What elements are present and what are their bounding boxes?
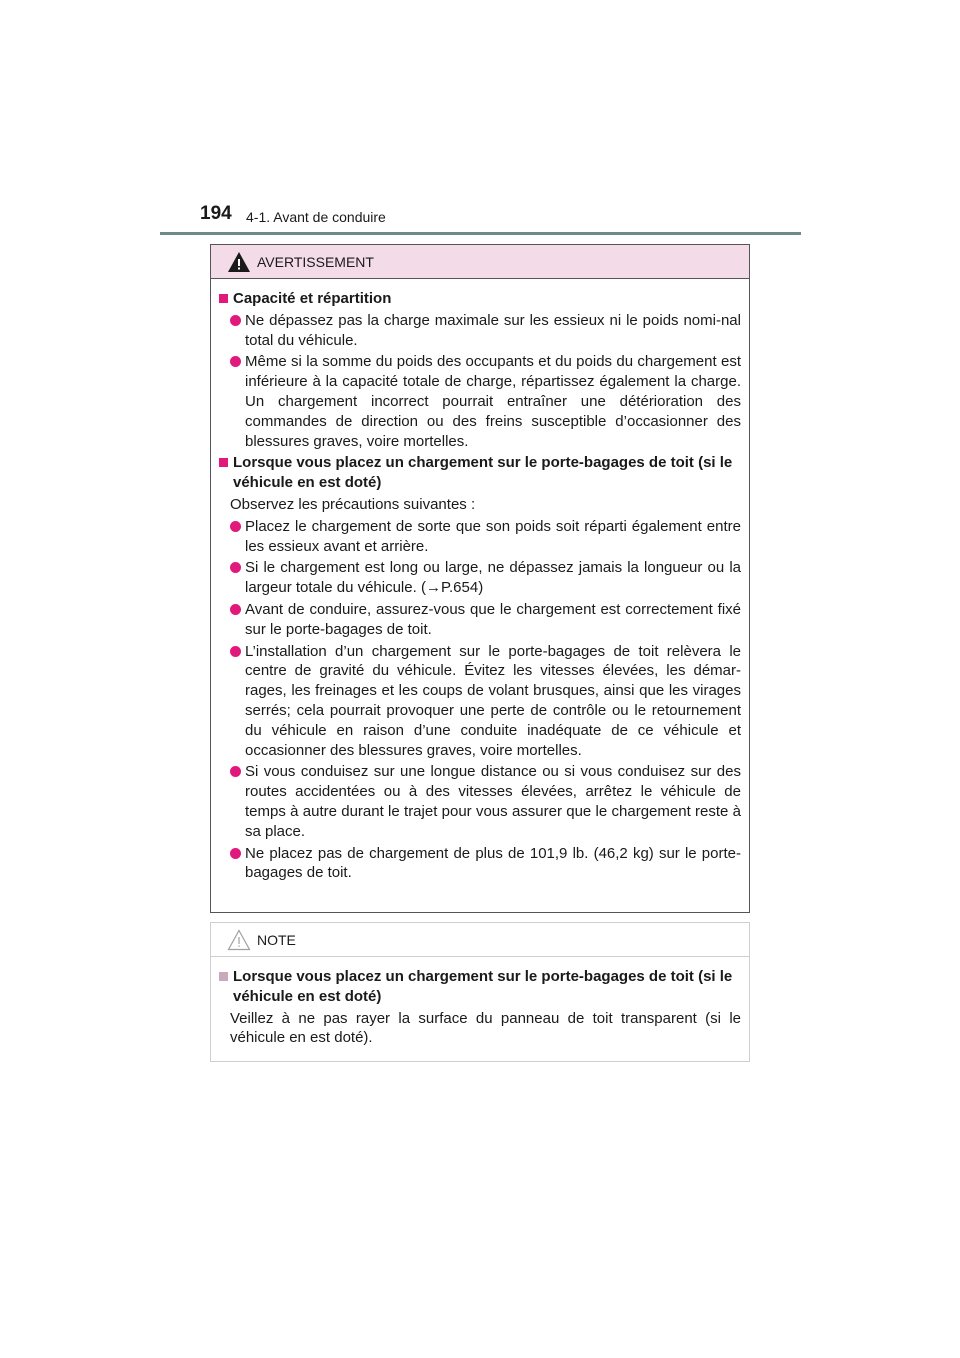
- round-bullet-icon: [230, 562, 241, 573]
- list-item: Avant de conduire, assurez-vous que le chargement est correctement fixé sur le porte-bagages de toit.: [219, 600, 741, 640]
- section-heading: Lorsque vous placez un chargement sur le porte-bagages de toit (si le véhicule en est doté): [219, 453, 741, 493]
- note-title: NOTE: [257, 931, 296, 948]
- section-heading: Capacité et répartition: [219, 289, 741, 309]
- header-rule: [160, 232, 801, 235]
- round-bullet-icon: [230, 766, 241, 777]
- warning-header: [211, 245, 749, 279]
- list-item: Même si la somme du poids des occupants et du poids du chargement est inférieure à la capacité totale de charge, répartissez également la charge. Un chargement incorrect pourrait entraîner une détérioration des commandes de direction ou des freins susceptible d’occasionner des blessures graves, voire mortelles.: [219, 352, 741, 451]
- round-bullet-icon: [230, 356, 241, 367]
- intro-text: Observez les précautions suivantes :: [230, 495, 476, 513]
- list-item: Si vous conduisez sur une longue distance ou si vous conduisez sur des routes accidentées ou à des vitesses élevées, arrêtez le véhicule de temps à autre durant le trajet pour vous assurer que le chargement reste à sa place.: [219, 762, 741, 841]
- square-bullet-icon: [219, 458, 228, 467]
- note-heading: Lorsque vous placez un chargement sur le porte-bagages de toit (si le véhicule en est doté): [219, 967, 741, 1007]
- round-bullet-icon: [230, 521, 241, 532]
- caution-triangle-icon: [227, 929, 251, 951]
- warning-box: [210, 244, 750, 913]
- list-item: Ne placez pas de chargement de plus de 101,9 lb. (46,2 kg) sur le porte-bagages de toit.: [219, 844, 741, 884]
- round-bullet-icon: [230, 315, 241, 326]
- square-bullet-icon: [219, 972, 228, 981]
- square-bullet-icon: [219, 294, 228, 303]
- warning-title: AVERTISSEMENT: [257, 253, 374, 270]
- note-header: [211, 923, 749, 957]
- list-item: Placez le chargement de sorte que son poids soit réparti également entre les essieux avant et arrière.: [219, 517, 741, 557]
- round-bullet-icon: [230, 604, 241, 615]
- list-item: Si le chargement est long ou large, ne dépassez jamais la longueur ou la largeur totale du véhicule. (→P.654): [219, 558, 741, 598]
- round-bullet-icon: [230, 646, 241, 657]
- list-item: L’installation d’un chargement sur le porte-bagages de toit relèvera le centre de gravité du véhicule. Évitez les vitesses élevées, les démar-rages, les freinages et les coups de volant brusques, ainsi que les virages serrés; cela pourrait provoquer une perte de contrôle ou le retournement du véhicule en raison d’une conduite inadéquate de ce véhicule et occasionner des blessures graves, voire mortelles.: [219, 642, 741, 761]
- note-box: [210, 922, 750, 1062]
- section-title: 4-1. Avant de conduire: [246, 209, 386, 225]
- note-text: Veillez à ne pas rayer la surface du panneau de toit transparent (si le véhicule en est doté).: [230, 1009, 741, 1047]
- round-bullet-icon: [230, 848, 241, 859]
- list-item: Ne dépassez pas la charge maximale sur les essieux ni le poids nomi-nal total du véhicule.: [219, 311, 741, 351]
- warning-triangle-icon: [227, 251, 251, 273]
- page-number: 194: [200, 203, 232, 224]
